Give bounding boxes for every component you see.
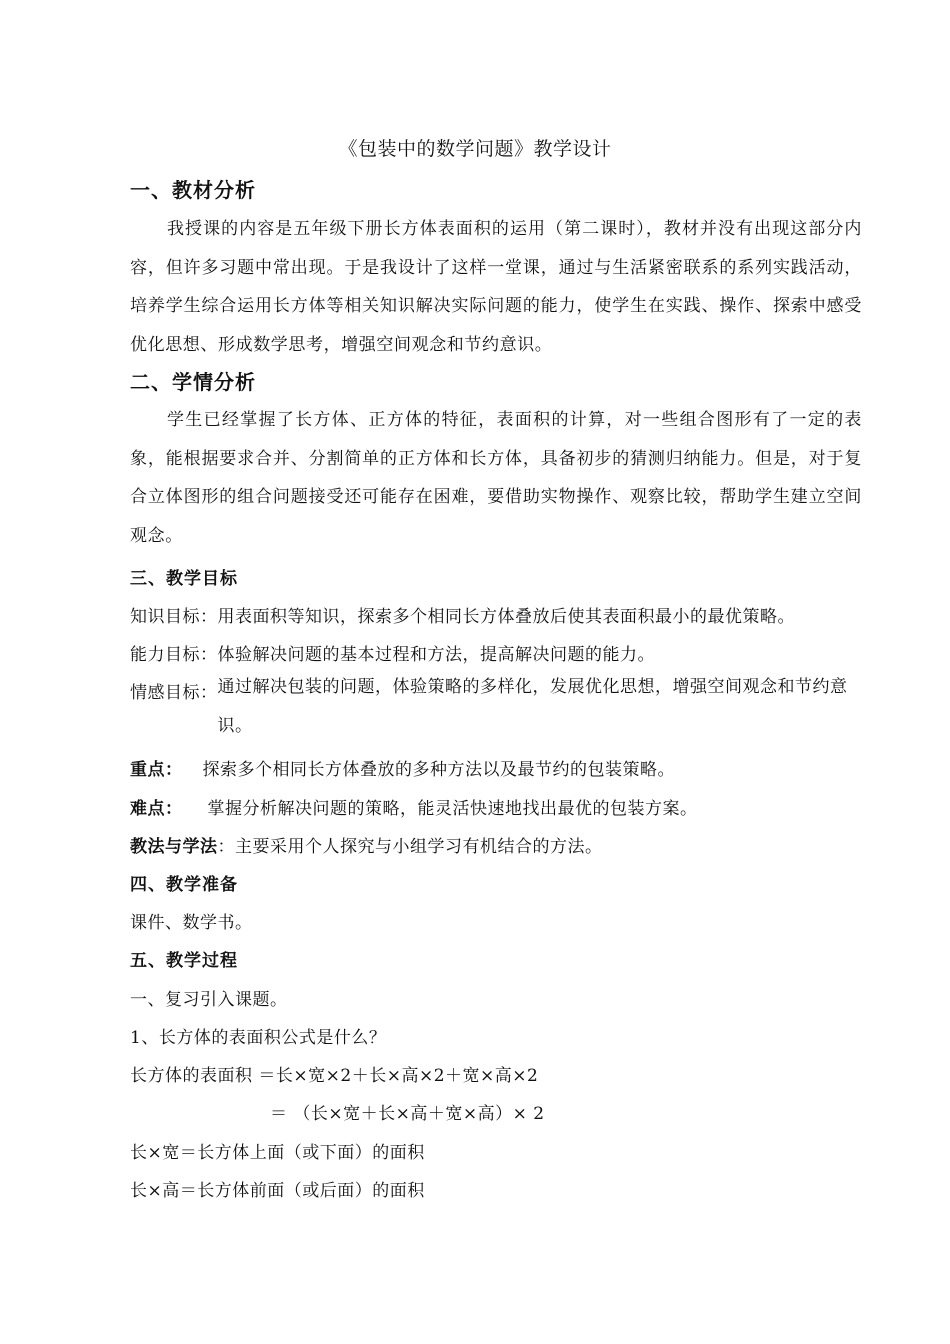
- section-heading-teaching-goals: 三、教学目标: [130, 569, 238, 589]
- section-heading-textbook-analysis: 一、教材分析: [130, 178, 256, 202]
- student-analysis-paragraph: 学生已经掌握了长方体、正方体的特征，表面积的计算，对一些组合图形有了一定的表象，能根据要求合并、分割简单的正方体和长方体，具备初步的猜测归纳能力。但是，对于复合立体图形的组合问题接受还可能存在困难，要借助实物操作、观察比较，帮助学生建立空间观念。: [130, 410, 862, 546]
- process-question-1: 1、长方体的表面积公式是什么？: [130, 1028, 387, 1048]
- formula-line-1: 长方体的表面积 ＝长×宽×2＋长×高×2＋宽×高×2: [130, 1066, 539, 1086]
- key-point-text: 探索多个相同长方体叠放的多种方法以及最节约的包装策略。: [202, 760, 675, 780]
- area-line-top: 长×宽＝长方体上面（或下面）的面积: [130, 1143, 425, 1163]
- area-line-front: 长×高＝长方体前面（或后面）的面积: [130, 1181, 425, 1201]
- teaching-method-line: [130, 832, 603, 857]
- preparation-text: 课件、数学书。: [130, 913, 253, 933]
- difficulty-text: 掌握分析解决问题的策略，能灵活快速地找出最优的包装方案。: [207, 799, 698, 819]
- process-step-1: 一、复习引入课题。: [130, 990, 288, 1010]
- goal-emotion-label: 情感目标：: [130, 683, 218, 703]
- goal-emotion: [130, 678, 862, 745]
- section-heading-process: 五、教学过程: [130, 951, 238, 971]
- section-heading-preparation: 四、教学准备: [130, 875, 238, 895]
- key-point-line: [130, 755, 675, 780]
- goal-knowledge: [130, 602, 862, 627]
- goal-knowledge-label: 知识目标：: [130, 607, 218, 627]
- difficulty-label: 难点：: [130, 799, 183, 819]
- goal-knowledge-text: 用表面积等知识，探索多个相同长方体叠放后使其表面积最小的最优策略。: [217, 607, 795, 627]
- teaching-method-text: ：主要采用个人探究与小组学习有机结合的方法。: [217, 837, 603, 857]
- goal-ability-text: 体验解决问题的基本过程和方法，提高解决问题的能力。: [217, 645, 655, 665]
- document-title: 《包装中的数学问题》教学设计: [338, 138, 612, 160]
- goal-emotion-text: 通过解决包装的问题，体验策略的多样化，发展优化思想，增强空间观念和节约意识。: [217, 677, 848, 736]
- formula-line-2: ＝ （长×宽＋长×高＋宽×高）× 2: [270, 1104, 545, 1124]
- goal-ability: [130, 640, 862, 665]
- key-point-label: 重点：: [130, 760, 183, 780]
- goal-ability-label: 能力目标：: [130, 645, 218, 665]
- difficulty-line: [130, 794, 698, 819]
- teaching-method-label: 教法与学法: [130, 837, 218, 857]
- section-heading-student-analysis: 二、学情分析: [130, 370, 256, 394]
- textbook-analysis-paragraph: 我授课的内容是五年级下册长方体表面积的运用（第二课时），教材并没有出现这部分内容，但许多习题中常出现。于是我设计了这样一堂课，通过与生活紧密联系的系列实践活动，培养学生综合运用长方体等相关知识解决实际问题的能力，使学生在实践、操作、探索中感受优化思想、形成数学思考，增强空间观念和节约意识。: [130, 219, 862, 355]
